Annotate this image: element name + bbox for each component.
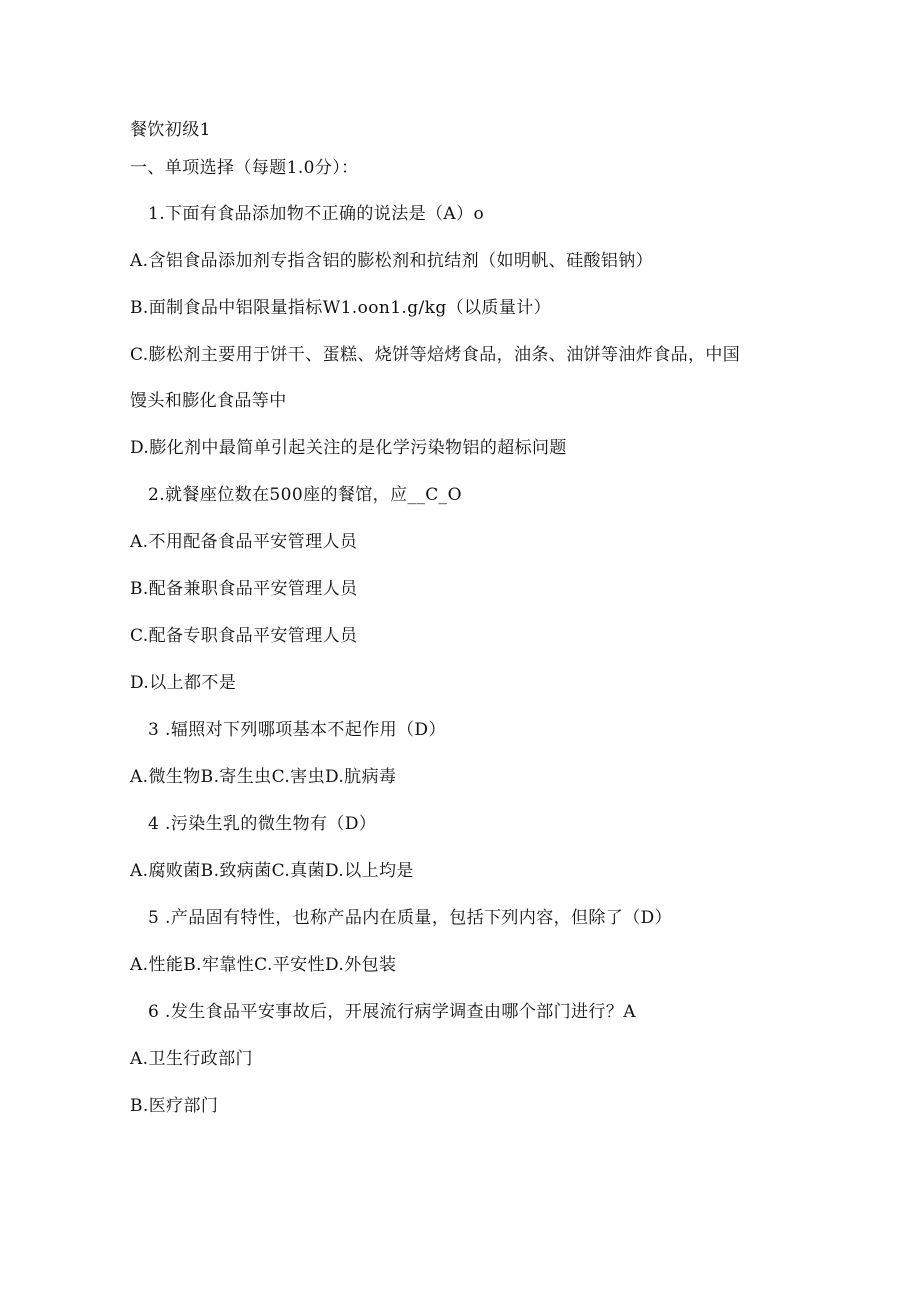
- question-1-option-c-line2: 馒头和膨化食品等中: [130, 391, 287, 411]
- question-3-options: A.微生物B.寄生虫C.害虫D.肮病毒: [130, 767, 397, 787]
- section-heading: 一、单项选择（每题1.0分）：: [130, 158, 359, 178]
- question-1-stem: 1.下面有食品添加物不正确的说法是（A）o: [148, 204, 485, 224]
- question-6-stem: 6 .发生食品平安事故后，开展流行病学调查由哪个部门进行？A: [148, 1002, 636, 1022]
- question-1-option-a: A.含铝食品添加剂专指含铝的膨松剂和抗结剂（如明帆、硅酸铝钠）: [130, 251, 654, 271]
- question-4-stem: 4 .污染生乳的微生物有（D）: [148, 814, 377, 834]
- question-1-option-b: B.面制食品中铝限量指标W1.oon1.g/kg（以质量计）: [130, 298, 552, 318]
- question-6-option-b: B.医疗部门: [130, 1096, 219, 1116]
- question-2-option-b: B.配备兼职食品平安管理人员: [130, 579, 358, 599]
- question-5-options: A.性能B.牢靠性C.平安性D.外包装: [130, 955, 397, 975]
- question-3-stem: 3 .辐照对下列哪项基本不起作用（D）: [148, 720, 446, 740]
- question-2-option-c: C.配备专职食品平安管理人员: [130, 626, 358, 646]
- question-1-option-d: D.膨化剂中最简单引起关注的是化学污染物铝的超标问题: [130, 438, 567, 458]
- question-2-option-d: D.以上都不是: [130, 673, 237, 693]
- question-6-option-a: A.卫生行政部门: [130, 1049, 253, 1069]
- question-4-options: A.腐败菌B.致病菌C.真菌D.以上均是: [130, 861, 414, 881]
- question-2-option-a: A.不用配备食品平安管理人员: [130, 532, 358, 552]
- question-1-option-c-line1: C.膨松剂主要用于饼干、蛋糕、烧饼等焙烤食品，油条、油饼等油炸食品，中国: [130, 345, 741, 365]
- document-title: 餐饮初级1: [130, 120, 211, 140]
- question-5-stem: 5 .产品固有特性，也称产品内在质量，包括下列内容，但除了（D）: [148, 908, 673, 928]
- question-2-stem: 2.就餐座位数在500座的餐馆，应__C_O: [148, 485, 462, 505]
